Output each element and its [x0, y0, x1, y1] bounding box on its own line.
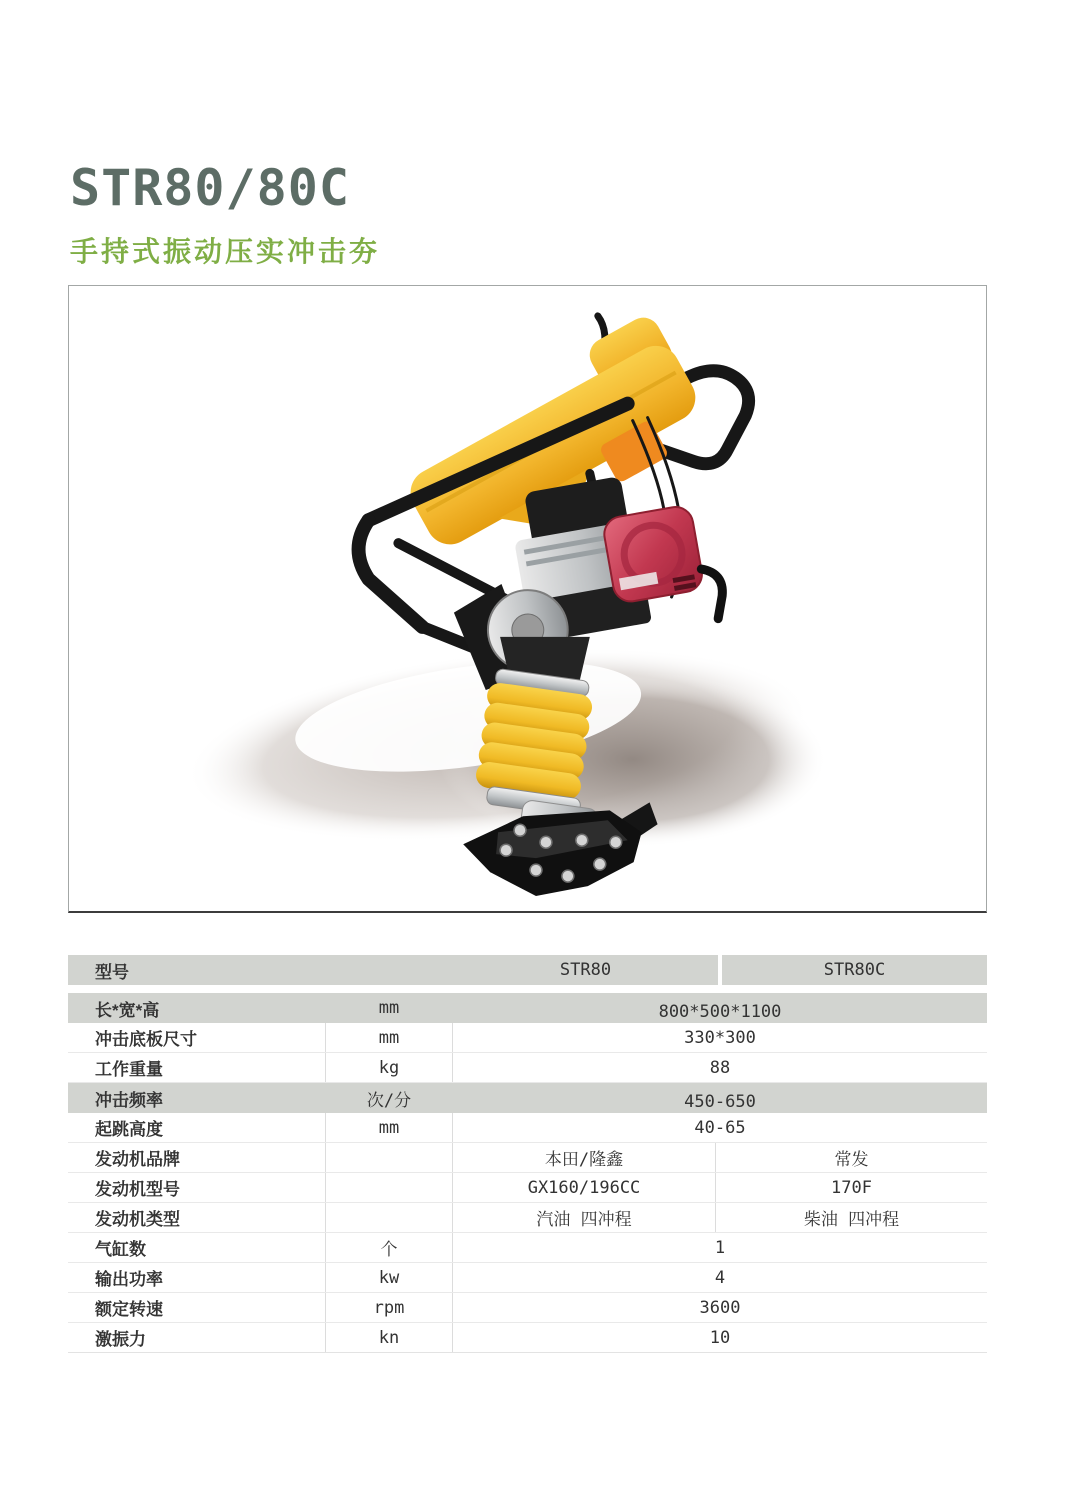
- row-value-a: GX160/196CC: [527, 1177, 641, 1198]
- product-photo: [69, 286, 986, 911]
- row-unit: mm: [325, 1023, 453, 1052]
- row-value: 1: [714, 1237, 726, 1258]
- spec-row-engine-brand: [68, 1143, 987, 1173]
- spec-row-jump-height: [68, 1113, 987, 1143]
- row-value: 10: [709, 1327, 731, 1348]
- row-label: 激振力: [95, 1330, 146, 1349]
- product-photo-frame: [68, 285, 987, 913]
- row-value: 40-65: [694, 1117, 746, 1138]
- row-label: 额定转速: [95, 1300, 163, 1319]
- spec-table-header: [68, 955, 987, 985]
- row-value: 330*300: [684, 1027, 756, 1048]
- row-label: 冲击频率: [95, 1090, 163, 1110]
- spec-row-output-power: [68, 1263, 987, 1293]
- recoil-starter: [602, 504, 705, 604]
- spec-row-engine-model: [68, 1173, 987, 1203]
- header-cell-model-a: STR80: [559, 960, 612, 980]
- row-label: 气缸数: [95, 1240, 146, 1259]
- spec-table: [68, 955, 987, 1353]
- row-label: 发动机类型: [95, 1210, 180, 1229]
- spec-row-dimensions: [68, 993, 987, 1023]
- header-gap: [68, 985, 987, 993]
- row-value: 4: [714, 1267, 726, 1288]
- row-unit: [325, 1173, 453, 1202]
- row-unit: kg: [325, 1053, 453, 1082]
- spec-row-weight: [68, 1053, 987, 1083]
- spec-row-engine-type: [68, 1203, 987, 1233]
- row-value: 450-650: [684, 1092, 756, 1112]
- row-label: 发动机品牌: [95, 1150, 180, 1169]
- row-label: 工作重量: [95, 1060, 163, 1079]
- row-unit: mm: [378, 998, 400, 1018]
- row-value: 88: [709, 1057, 731, 1078]
- row-unit: [325, 1203, 453, 1232]
- header-cell-model-b: STR80C: [718, 955, 987, 985]
- header-cell-model-label: 型号: [95, 962, 129, 982]
- row-label: 长*宽*高: [95, 1000, 160, 1020]
- row-value-a: 汽油 四冲程: [536, 1210, 632, 1230]
- row-unit: mm: [325, 1113, 453, 1142]
- spec-row-cylinders: [68, 1233, 987, 1263]
- spec-row-plate-size: [68, 1023, 987, 1053]
- row-unit: kw: [325, 1263, 453, 1292]
- row-label: 起跳高度: [95, 1120, 163, 1139]
- row-value: 3600: [699, 1297, 741, 1318]
- row-unit: [325, 1143, 453, 1172]
- spec-row-impact-frequency: [68, 1083, 987, 1113]
- row-value-a: 本田/隆鑫: [544, 1150, 624, 1170]
- page-subtitle: 手持式振动压实冲击夯: [70, 236, 381, 267]
- row-value: 800*500*1100: [658, 1002, 782, 1022]
- row-unit: kn: [325, 1323, 453, 1352]
- row-value-b: 柴油 四冲程: [715, 1203, 987, 1232]
- throttle-lever: [701, 566, 727, 620]
- spec-row-exciting-force: [68, 1323, 987, 1353]
- row-unit: 次/分: [366, 1090, 412, 1111]
- row-value-b: 常发: [715, 1143, 987, 1172]
- row-value-b: 170F: [715, 1173, 987, 1202]
- row-unit: rpm: [325, 1293, 453, 1322]
- row-label: 冲击底板尺寸: [95, 1030, 197, 1049]
- spec-row-rated-speed: [68, 1293, 987, 1323]
- row-unit: 个: [325, 1233, 453, 1262]
- row-label: 发动机型号: [95, 1180, 180, 1199]
- row-label: 输出功率: [95, 1270, 163, 1289]
- page-title: STR80/80C: [70, 159, 350, 217]
- page-header: [70, 159, 381, 268]
